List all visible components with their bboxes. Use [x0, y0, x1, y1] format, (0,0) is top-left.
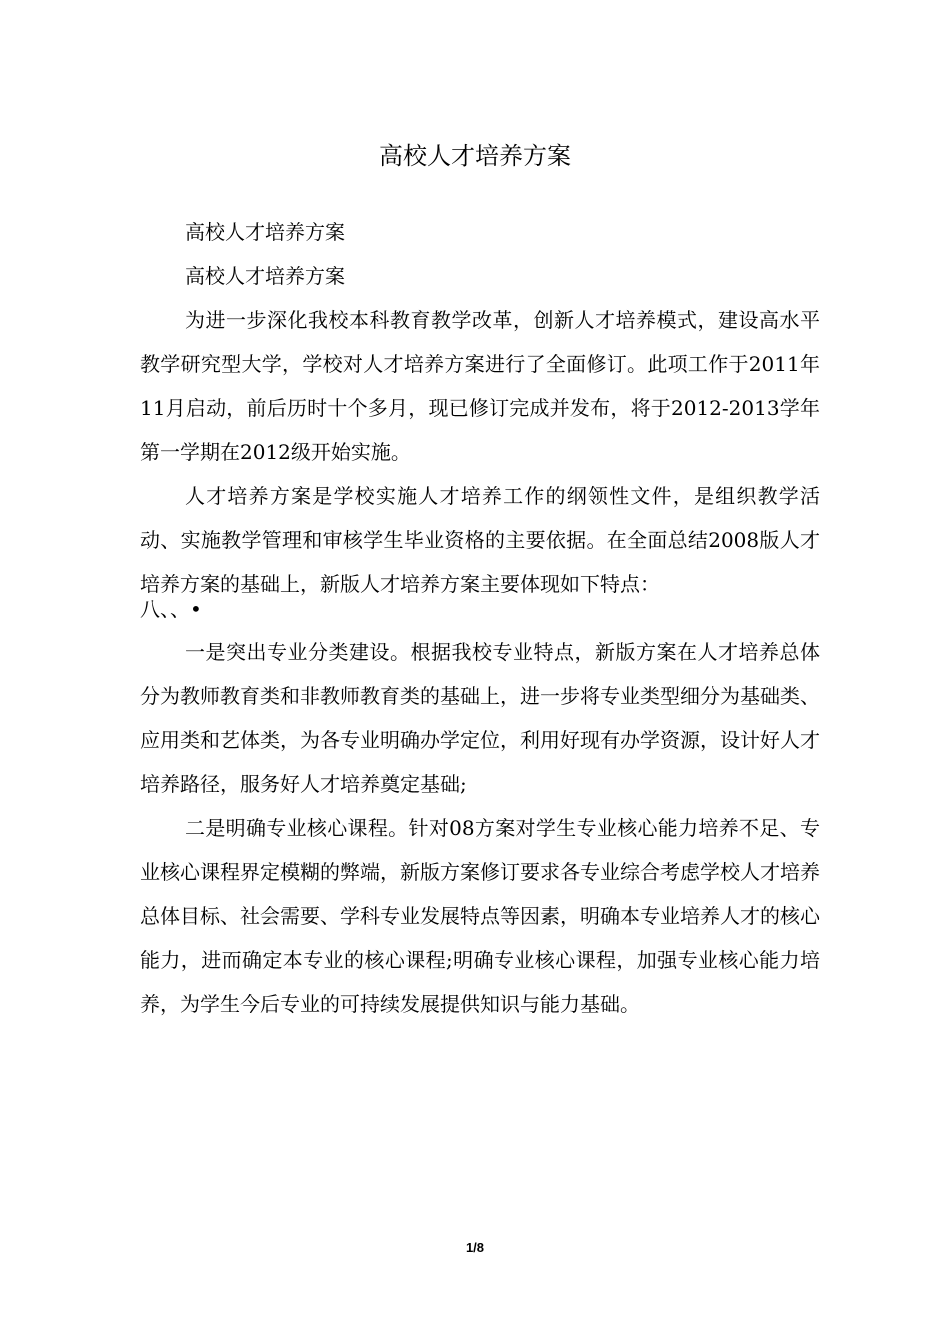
- document-title: 高校人才培养方案: [379, 142, 571, 170]
- paragraph-stray-marks: 八、、•: [140, 597, 202, 621]
- document-body: [140, 210, 820, 1026]
- paragraph-intro: 为进一步深化我校本科教育教学改革，创新人才培养模式，建设高水平教学研究型大学，学校对人才培养方案进行了全面修订。此项工作于2011年11月启动，前后历时十个多月，现已修订完成并发布，将于2012-2013学年第一学期在2012级开始实施。: [140, 308, 820, 464]
- paragraph-subtitle-2: 高校人才培养方案: [185, 264, 345, 288]
- page-number: 1/8: [465, 1240, 485, 1255]
- paragraph-point-two: 二是明确专业核心课程。针对08方案对学生专业核心能力培养不足、专业核心课程界定模糊的弊端，新版方案修订要求各专业综合考虑学校人才培养总体目标、社会需要、学科专业发展特点等因素，明确本专业培养人才的核心能力，进而确定本专业的核心课程;明确专业核心课程，加强专业核心能力培养，为学生今后专业的可持续发展提供知识与能力基础。: [140, 816, 820, 1016]
- paragraph-point-one: 一是突出专业分类建设。根据我校专业特点，新版方案在人才培养总体分为教师教育类和非教师教育类的基础上，进一步将专业类型细分为基础类、应用类和艺体类，为各专业明确办学定位，利用好现有办学资源，设计好人才培养路径，服务好人才培养奠定基础;: [140, 640, 820, 796]
- paragraph-subtitle-1: 高校人才培养方案: [185, 220, 345, 244]
- paragraph-overview: 人才培养方案是学校实施人才培养工作的纲领性文件，是组织教学活动、实施教学管理和审核学生毕业资格的主要依据。在全面总结2008版人才培养方案的基础上，新版人才培养方案主要体现如下特点：: [140, 484, 820, 596]
